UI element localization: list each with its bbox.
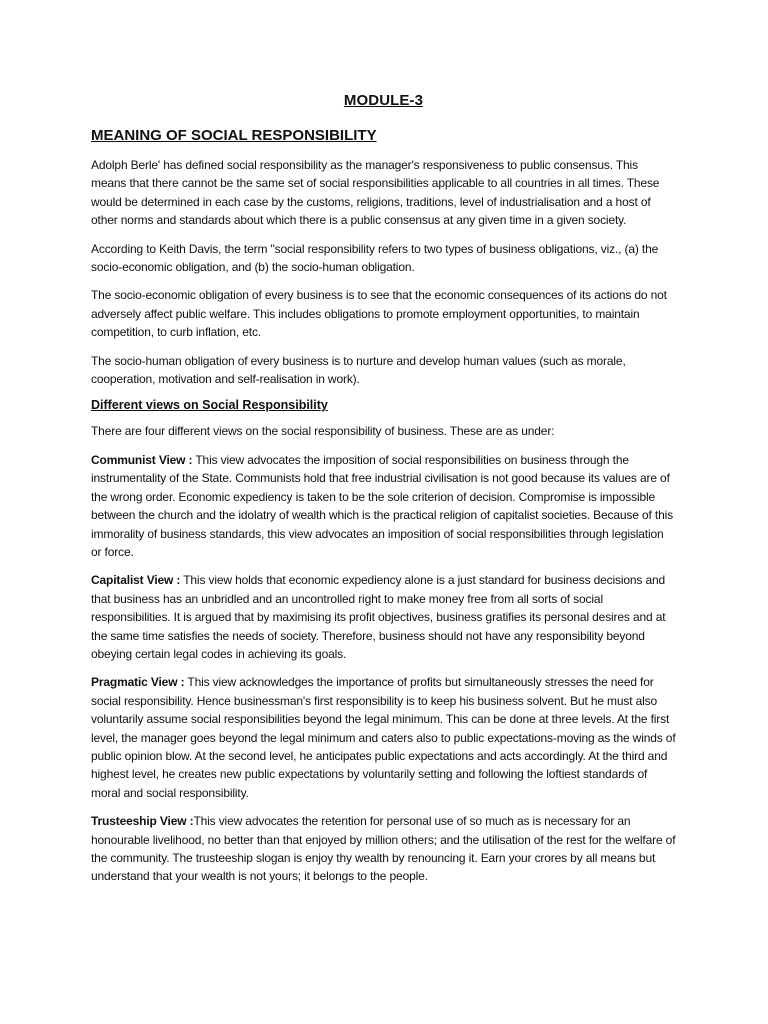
view-communist-text: This view advocates the imposition of social responsibilities on business through the instrumentality of the State. Communists hold that free industrial civilisation is not good because its values are of the wrong order. Economic expediency is taken to be the sole criterion of decision. Compromise is impossible between the church and the idolatry of wealth which is the practical religion of capitalist societies. Because of this immorality of business standards, this view advocates an imposition of social responsibilities through legislation or force. xyxy=(91,452,673,559)
views-heading: Different views on Social Responsibility xyxy=(91,398,328,413)
view-capitalist-label: Capitalist View : xyxy=(91,573,181,588)
view-communist-label: Communist View : xyxy=(91,452,193,467)
section-heading: MEANING OF SOCIAL RESPONSIBILITY xyxy=(91,127,377,144)
view-trusteeship xyxy=(91,812,676,886)
view-pragmatic xyxy=(91,673,676,802)
module-title: MODULE-3 xyxy=(343,92,424,109)
views-intro: There are four different views on the social responsibility of business. These are as under: xyxy=(91,424,555,439)
view-capitalist xyxy=(91,571,676,663)
paragraph-berle: Adolph Berle' has defined social responsibility as the manager's responsiveness to public consensus. This means that there cannot be the same set of social responsibilities applicable to all countries in all times. These would be determined in each case by the customs, religions, traditions, level of industrialisation and a host of other norms and standards about which there is a public consensus at any given time in a given society. xyxy=(91,158,660,228)
paragraph-socio-economic: The socio-economic obligation of every business is to see that the economic consequences of its actions do not adversely affect public welfare. This includes obligations to promote employment opportunities, to maintain competition, to curb inflation, etc. xyxy=(91,288,667,340)
view-capitalist-text: This view holds that economic expediency alone is a just standard for business decisions and that business has an unbridled and an uncontrolled right to make money free from all sorts of social responsibilities. It is argued that by maximising its profit objectives, business gratifies its personal desires and at the same time satisfies the needs of society. Therefore, business should not have any responsibility beyond obeying certain legal codes in achieving its goals. xyxy=(91,573,666,661)
view-trusteeship-label: Trusteeship View : xyxy=(91,814,194,829)
view-communist xyxy=(91,451,676,561)
document-page xyxy=(91,92,676,896)
view-pragmatic-text: This view acknowledges the importance of profits but simultaneously stresses the need for social responsibility. Hence businessman's first responsibility is to keep his business solvent. But he must also voluntarily assume social responsibilities beyond the legal minimum. This can be done at three levels. At the first level, the manager goes beyond the legal minimum and caters also to public expectations-moving as the winds of public opinion blow. At the second level, he anticipates public expectations and acts accordingly. At the third and highest level, he creates new public expectations by voluntarily setting and following the loftiest standards of moral and social responsibility. xyxy=(91,675,676,800)
paragraph-socio-human: The socio-human obligation of every business is to nurture and develop human values (such as morale, cooperation, motivation and self-realisation in work). xyxy=(91,353,626,387)
view-trusteeship-text: This view advocates the retention for personal use of so much as is necessary for an honourable livelihood, no better than that enjoyed by million others; and the utilisation of the rest for the welfare of the community. The trusteeship slogan is enjoy thy wealth by renouncing it. Earn your crores by all means but understand that your wealth is not yours; it belongs to the people. xyxy=(91,814,676,884)
paragraph-davis: According to Keith Davis, the term "social responsibility refers to two types of business obligations, viz., (a) the socio-economic obligation, and (b) the socio-human obligation. xyxy=(91,241,659,275)
view-pragmatic-label: Pragmatic View : xyxy=(91,675,185,690)
